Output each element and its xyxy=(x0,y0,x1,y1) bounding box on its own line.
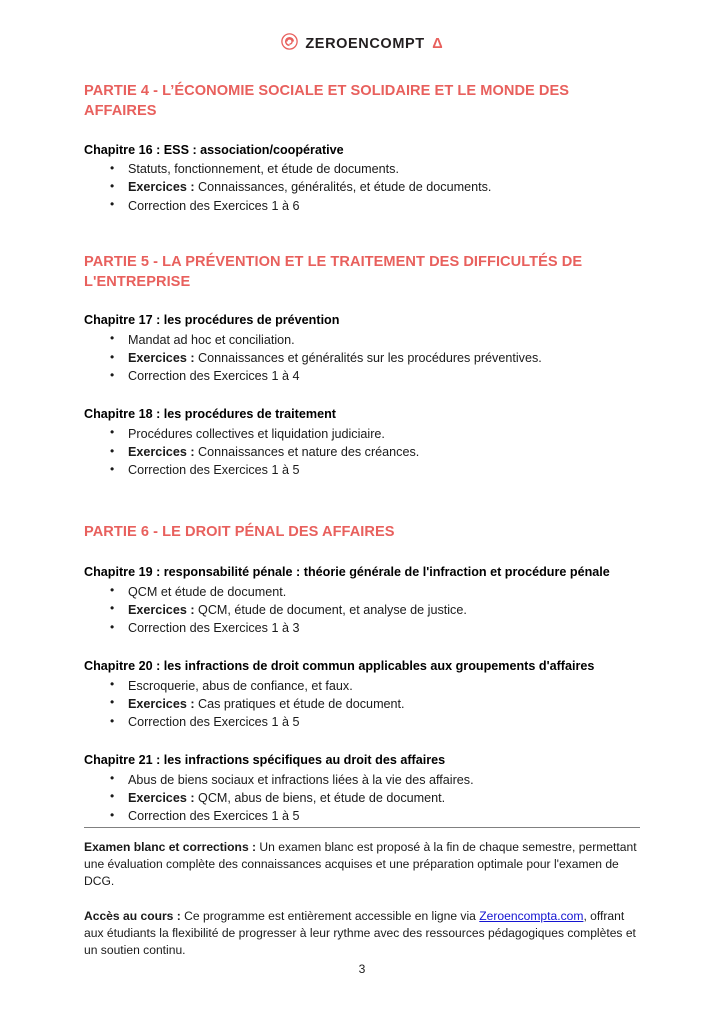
list-item xyxy=(84,583,640,601)
list-item-text: Correction des Exercices 1 à 5 xyxy=(128,463,300,478)
note-exam-lead: Examen blanc et corrections : xyxy=(84,840,257,854)
spiral-circle-logo-icon xyxy=(281,33,298,55)
list-item-text: Correction des Exercices 1 à 5 xyxy=(128,715,300,730)
footer-notes xyxy=(84,839,640,959)
list-item xyxy=(84,443,640,461)
list-item-text: Correction des Exercices 1 à 6 xyxy=(128,198,300,213)
list-item-lead: Exercices : xyxy=(128,602,195,617)
part-section-6 xyxy=(84,523,640,825)
list-item-lead: Exercices : xyxy=(128,696,195,711)
brand-logo xyxy=(281,33,442,55)
chapter-block xyxy=(84,142,640,215)
list-item xyxy=(84,619,640,637)
list-item xyxy=(84,601,640,619)
zeroencompta-link[interactable]: Zeroencompta.com xyxy=(479,908,584,923)
list-item-text: QCM, abus de biens, et étude de document. xyxy=(194,790,446,805)
list-item xyxy=(84,677,640,695)
list-item-text: Correction des Exercices 1 à 3 xyxy=(128,621,300,636)
list-item xyxy=(84,713,640,731)
brand-delta-icon: Δ xyxy=(432,35,443,52)
list-item-text: Correction des Exercices 1 à 5 xyxy=(128,809,300,823)
list-item xyxy=(84,178,640,196)
list-item xyxy=(84,771,640,789)
list-item xyxy=(84,695,640,713)
list-item xyxy=(84,789,640,807)
list-item-text: Procédures collectives et liquidation judiciaire. xyxy=(128,426,385,441)
chapter-block xyxy=(84,564,640,637)
chapter-title: Chapitre 17 : les procédures de prévention xyxy=(84,313,340,328)
note-access-text-before: Ce programme est entièrement accessible en ligne via xyxy=(180,908,480,923)
brand-name: ZEROENCOMPT xyxy=(305,35,425,52)
note-access-lead: Accès au cours : xyxy=(84,908,181,923)
list-item-text: Correction des Exercices 1 à 4 xyxy=(128,369,300,384)
document-header xyxy=(0,0,724,52)
list-item-text: Connaissances, généralités, et étude de documents. xyxy=(194,180,492,195)
part-section-5 xyxy=(84,253,640,480)
list-item-text: Connaissances et nature des créances. xyxy=(194,445,420,460)
list-item-text: QCM, étude de document, et analyse de justice. xyxy=(194,602,467,617)
chapter-block xyxy=(84,658,640,731)
chapter-item-list xyxy=(84,160,640,214)
chapter-title: Chapitre 21 : les infractions spécifiques au droit des affaires xyxy=(84,753,446,768)
chapter-item-list xyxy=(84,771,640,825)
note-access xyxy=(84,908,640,960)
note-exam xyxy=(84,839,640,891)
list-item xyxy=(84,349,640,367)
page-number: 3 xyxy=(358,962,366,976)
list-item xyxy=(84,367,640,385)
chapter-block xyxy=(84,312,640,385)
list-item xyxy=(84,807,640,825)
part-title: PARTIE 5 - LA PRÉVENTION ET LE TRAITEMENT DES DIFFICULTÉS DE L'ENTREPRISE xyxy=(84,253,583,290)
list-item-lead: Exercices : xyxy=(128,445,195,460)
chapter-title: Chapitre 20 : les infractions de droit commun applicables aux groupements d'affaires xyxy=(84,659,595,674)
note-access-text-after: , offrant aux étudiants la flexibilité de progresser à leur rythme avec des ressources pédagogiques complètes et un soutien continu. xyxy=(84,908,636,957)
list-item xyxy=(84,197,640,215)
chapter-item-list xyxy=(84,331,640,385)
list-item xyxy=(84,331,640,349)
chapter-title: Chapitre 16 : ESS : association/coopérative xyxy=(84,142,344,157)
list-item xyxy=(84,160,640,178)
chapter-title: Chapitre 19 : responsabilité pénale : théorie générale de l'infraction et procédure pénale xyxy=(84,565,610,580)
list-item-text: Mandat ad hoc et conciliation. xyxy=(128,332,295,347)
list-item-text: Statuts, fonctionnement, et étude de documents. xyxy=(128,162,399,177)
part-title: PARTIE 4 - L’ÉCONOMIE SOCIALE ET SOLIDAIRE ET LE MONDE DES AFFAIRES xyxy=(84,83,570,119)
section-divider xyxy=(84,827,640,828)
list-item-lead: Exercices : xyxy=(128,790,195,805)
chapter-block xyxy=(84,752,640,825)
chapter-item-list xyxy=(84,677,640,731)
list-item-text: Abus de biens sociaux et infractions liées à la vie des affaires. xyxy=(128,772,474,787)
document-body xyxy=(84,82,640,825)
list-item xyxy=(84,425,640,443)
list-item-lead: Exercices : xyxy=(128,351,195,366)
chapter-item-list xyxy=(84,583,640,637)
part-title: PARTIE 6 - LE DROIT PÉNAL DES AFFAIRES xyxy=(84,524,395,541)
chapter-item-list xyxy=(84,425,640,479)
part-section-4 xyxy=(84,82,640,215)
list-item-text: Escroquerie, abus de confiance, et faux. xyxy=(128,678,353,693)
list-item-text: QCM et étude de document. xyxy=(128,584,287,599)
chapter-block xyxy=(84,406,640,479)
list-item-text: Connaissances et généralités sur les procédures préventives. xyxy=(194,351,542,366)
list-item-text: Cas pratiques et étude de document. xyxy=(194,696,405,711)
chapter-title: Chapitre 18 : les procédures de traitement xyxy=(84,407,336,422)
note-exam-text: Un examen blanc est proposé à la fin de chaque semestre, permettant une évaluation complète des connaissances acquises et une préparation optimale pour l'examen de DCG. xyxy=(84,840,637,889)
list-item xyxy=(84,461,640,479)
list-item-lead: Exercices : xyxy=(128,180,195,195)
